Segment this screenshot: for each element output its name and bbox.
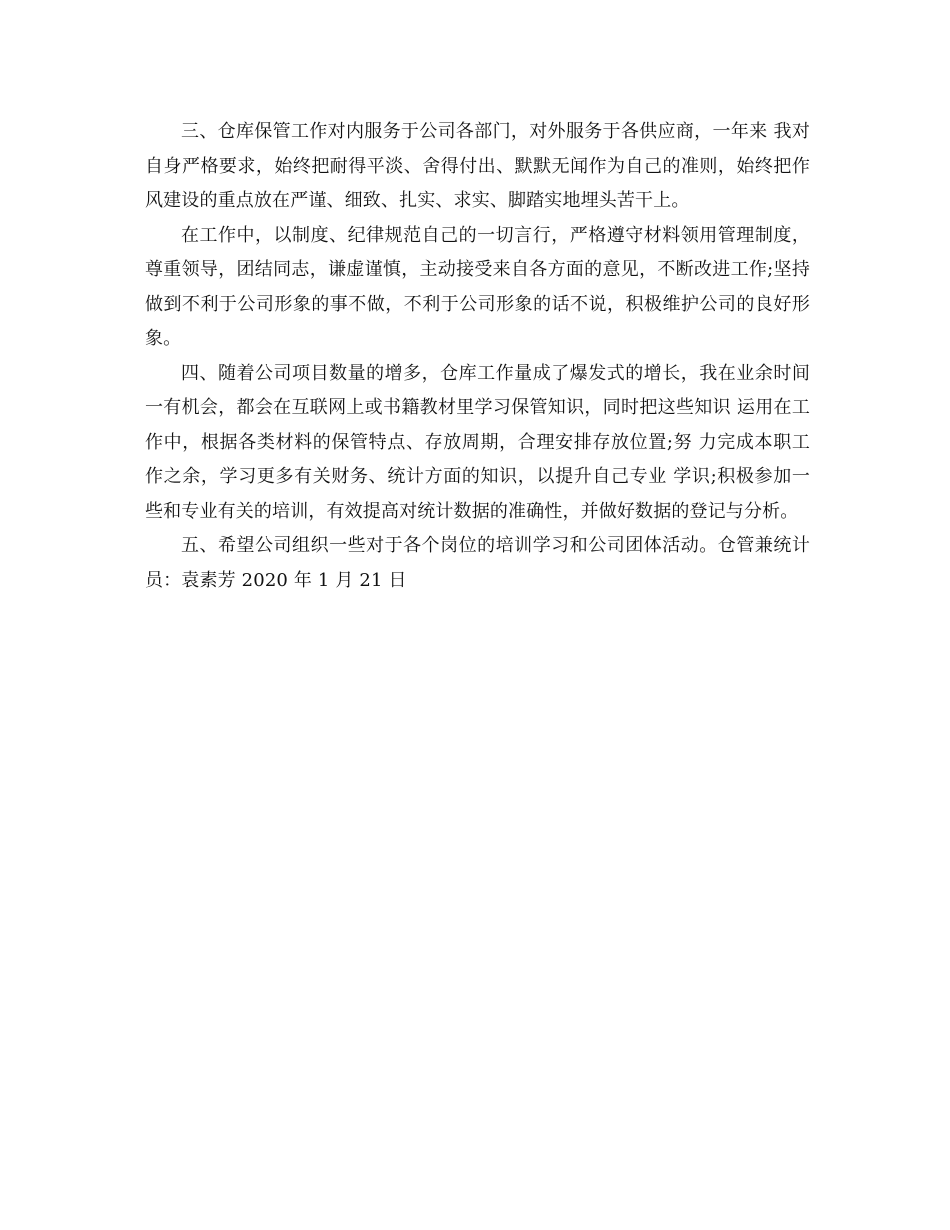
document-body xyxy=(145,115,810,598)
paragraph-section-four: 四、随着公司项目数量的增多，仓库工作量成了爆发式的增长，我在业余时间一有机会，都会在互联网上或书籍教材里学习保管知识，同时把这些知识 运用在工作中，根据各类材料的保管特点、存放周期，合理安排存放位置;努 力完成本职工作之余，学习更多有关财务、统计方面的知识，以提升自己专业 学识;积极参加一些和专业有关的培训，有效提高对统计数据的准确性，并做好数据的登记与分析。 xyxy=(145,362,810,522)
paragraph-work-conduct: 在工作中，以制度、纪律规范自己的一切言行，严格遵守材料领用管理制度，尊重领导，团结同志，谦虚谨慎，主动接受来自各方面的意见，不断改进工作;坚持做到不利于公司形象的事不做，不利于公司形象的话不说，积极维护公司的良好形象。 xyxy=(145,224,810,349)
paragraph-section-five-signature: 五、希望公司组织一些对于各个岗位的培训学习和公司团体活动。仓管兼统计员：袁素芳 2020 年 1 月 21 日 xyxy=(145,535,810,591)
paragraph-section-three: 三、仓库保管工作对内服务于公司各部门，对外服务于各供应商，一年来 我对自身严格要求，始终把耐得平淡、舍得付出、默默无闻作为自己的准则，始终把作风建设的重点放在严谨、细致、扎实、求实、脚踏实地埋头苦干上。 xyxy=(145,121,810,211)
